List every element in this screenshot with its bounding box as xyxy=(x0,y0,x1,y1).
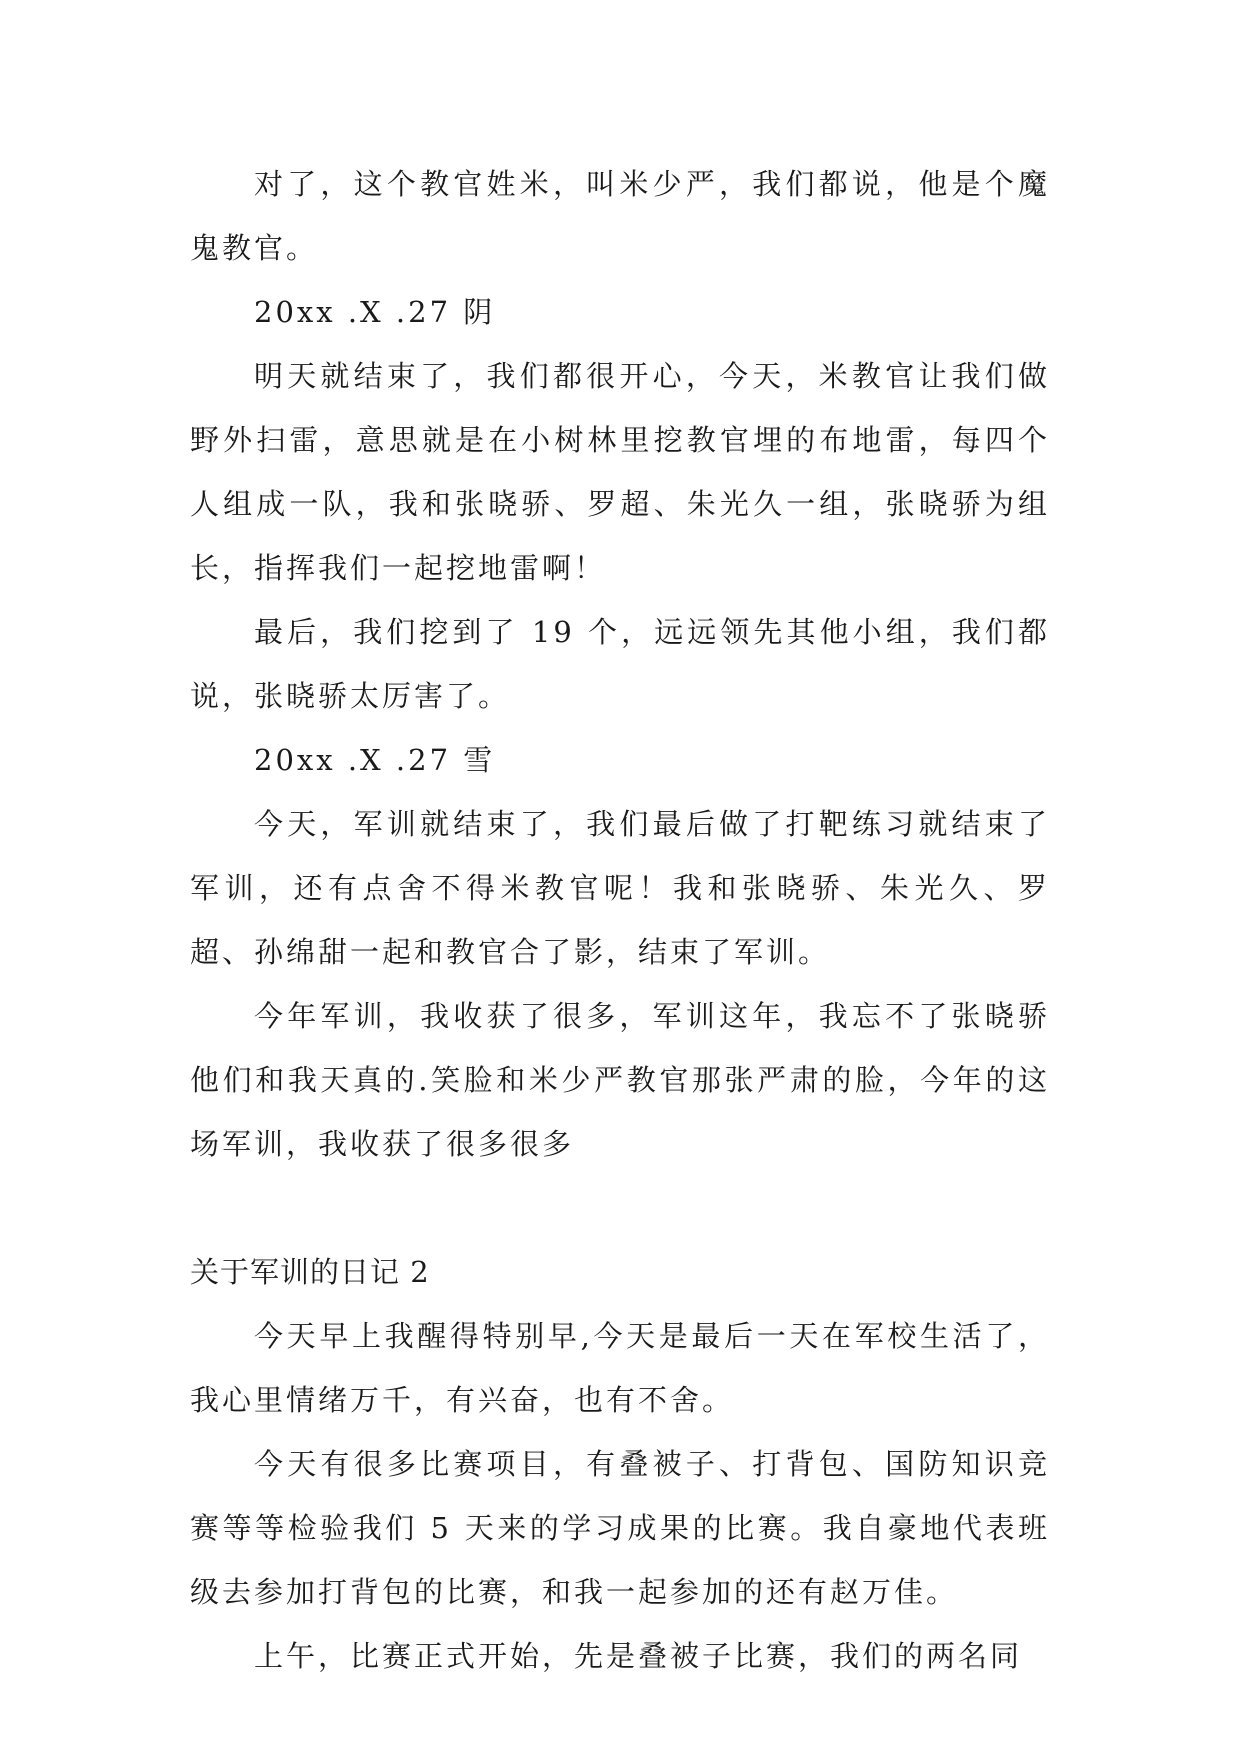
paragraph-mine-sweeping: 明天就结束了，我们都很开心，今天，米教官让我们做野外扫雷，意思就是在小树林里挖教官埋的布地雷，每四个人组成一队，我和张晓骄、罗超、朱光久一组，张晓骄为组长，指挥我们一起挖地雷啊！ xyxy=(190,359,1050,585)
paragraph-last-day: 今天早上我醒得特别早,今天是最后一天在军校生活了，我心里情绪万千，有兴奋，也有不舍。 xyxy=(190,1319,1050,1417)
document-body xyxy=(190,152,1050,1688)
diary-date-snow: 20xx .X .27 雪 xyxy=(254,743,496,777)
paragraph-training-ends: 今天，军训就结束了，我们最后做了打靶练习就结束了军训，还有点舍不得米教官呢！我和张晓骄、朱光久、罗超、孙绵甜一起和教官合了影，结束了军训。 xyxy=(190,807,1050,969)
section-heading: 关于军训的日记 2 xyxy=(190,1255,430,1289)
paragraph-mines-found: 最后，我们挖到了 19 个，远远领先其他小组，我们都说，张晓骄太厉害了。 xyxy=(190,615,1050,713)
paragraph-morning-contest: 上午，比赛正式开始，先是叠被子比赛，我们的两名同 xyxy=(254,1639,1023,1673)
paragraph-devil-instructor: 对了，这个教官姓米，叫米少严，我们都说，他是个魔鬼教官。 xyxy=(190,167,1050,265)
diary-date-cloudy: 20xx .X .27 阴 xyxy=(254,295,496,329)
paragraph-competitions: 今天有很多比赛项目，有叠被子、打背包、国防知识竞赛等等检验我们 5 天来的学习成果的比赛。我自豪地代表班级去参加打背包的比赛，和我一起参加的还有赵万佳。 xyxy=(190,1447,1050,1609)
paragraph-reflection: 今年军训，我收获了很多，军训这年，我忘不了张晓骄他们和我天真的.笑脸和米少严教官那张严肃的脸，今年的这场军训，我收获了很多很多 xyxy=(190,999,1050,1161)
